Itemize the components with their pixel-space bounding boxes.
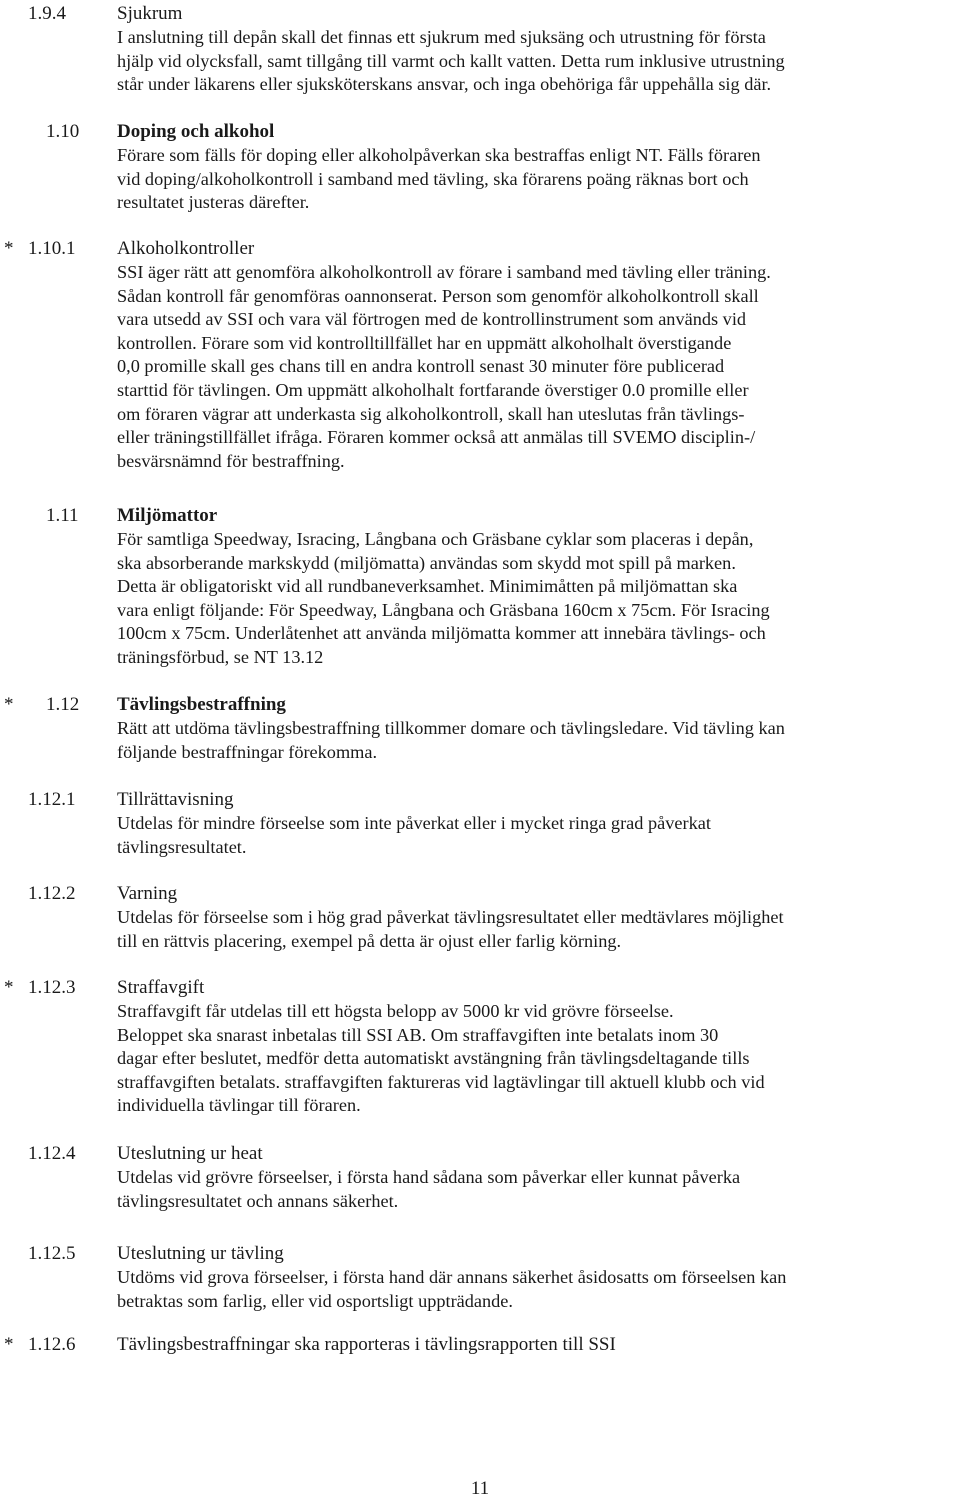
text-line: Sådan kontroll får genomföras oannonserat. Person som genomför alkoholkontroll skall: [117, 285, 759, 306]
text-line: Utdelas vid grövre förseelser, i första hand sådana som påverkar eller kunnat påverka: [117, 1167, 741, 1187]
text-line: Detta är obligatoriskt vid all rundbaneverksamhet. Minimimåtten på miljömattan ska: [117, 576, 738, 597]
section-title: Straffavgift: [117, 977, 205, 998]
text-line: individuella tävlingar till föraren.: [117, 1095, 361, 1116]
section-title: Uteslutning ur tävling: [117, 1243, 284, 1264]
text-line: vara enligt följande: För Speedway, Långbana och Gräsbana 160cm x 75cm. För Isracing: [117, 599, 770, 620]
text-line: straffavgiften betalats. straffavgiften faktureras vid lagtävlingar till aktuell klubb och vid: [117, 1071, 765, 1092]
text-line: Utdelas för mindre förseelse som inte påverkat eller i mycket ringa grad påverkat: [117, 813, 711, 833]
text-line: ska absorberande markskydd (miljömatta) användas som skydd mot spill på marken.: [117, 552, 736, 573]
text-line: träningsförbud, se NT 13.12: [117, 646, 324, 667]
section-title: Sjukrum: [117, 3, 183, 24]
section-number: 1.10.1: [28, 238, 76, 259]
text-line: tävlingsresultatet och annans säkerhet.: [117, 1190, 399, 1211]
section-content: [117, 882, 959, 953]
text-line: dagar efter beslutet, medför detta automatiskt avstängning från tävlingsdeltagande tills: [117, 1048, 750, 1069]
text-line: hjälp vid olycksfall, samt tillgång till varmt och kallt vatten. Detta rum inklusive utrustning: [117, 50, 785, 71]
text-line: vid doping/alkoholkontroll i samband med tävling, ska förarens poäng räknas bort och: [117, 168, 749, 189]
text-line: står under läkarens eller sjuksköterskans ansvar, och inga obehöriga får uppehålla sig där.: [117, 74, 772, 95]
section-content: [117, 976, 959, 1118]
section-title: Tävlingsbestraffningar ska rapporteras i tävlingsrapporten till SSI: [117, 1334, 616, 1355]
text-line: Beloppet ska snarast inbetalas till SSI AB. Om straffavgiften inte betalats inom 30: [117, 1024, 719, 1045]
text-line: kontrollen. Förare som vid kontrolltillfället har en uppmätt alkoholhalt överstigande: [117, 332, 732, 353]
section-number: 1.12: [46, 694, 80, 715]
text-line: om föraren vägrar att underkasta sig alkoholkontroll, skall han uteslutas från tävlings-: [117, 403, 745, 424]
section-title: Tävlingsbestraffning: [117, 694, 286, 715]
text-line: För samtliga Speedway, Isracing, Långbana och Gräsbane cyklar som placeras i depån,: [117, 529, 754, 549]
section-content: [117, 2, 959, 97]
text-line: betraktas som farlig, eller vid osportsligt uppträdande.: [117, 1290, 513, 1311]
text-line: Utdelas för förseelse som i hög grad påverkat tävlingsresultatet eller medtävlares möjlighet: [117, 907, 784, 927]
text-line: besvärsnämnd för bestraffning.: [117, 450, 345, 471]
section-number: 1.9.4: [28, 3, 66, 24]
section-title: Tillrättavisning: [117, 789, 234, 810]
section-number: 1.12.2: [28, 883, 76, 904]
section-title: Alkoholkontroller: [117, 238, 255, 259]
section-content: [117, 1142, 959, 1213]
section-title: Varning: [117, 883, 178, 904]
section-content: [117, 237, 959, 473]
text-line: resultatet justeras därefter.: [117, 192, 310, 213]
section-number: 1.12.4: [28, 1143, 76, 1164]
revision-marker: *: [4, 238, 14, 259]
text-line: Rätt att utdöma tävlingsbestraffning tillkommer domare och tävlingsledare. Vid tävling kan: [117, 718, 785, 738]
text-line: tävlingsresultatet.: [117, 836, 247, 857]
section-number: 1.12.1: [28, 789, 76, 810]
text-line: 0,0 promille skall ges chans till en andra kontroll senast 30 minuter före publicerad: [117, 356, 725, 377]
text-line: vara utsedd av SSI och vara väl förtrogen med de kontrollinstrument som används vid: [117, 309, 747, 330]
section-number: 1.12.6: [28, 1334, 76, 1355]
text-line: följande bestraffningar förekomma.: [117, 741, 378, 762]
text-line: starttid för tävlingen. Om uppmätt alkoholhalt fortfarande överstiger 0.0 promille eller: [117, 379, 749, 400]
section-number: 1.12.5: [28, 1243, 76, 1264]
section-number: 1.11: [46, 505, 79, 526]
revision-marker: *: [4, 694, 14, 715]
text-line: Förare som fälls för doping eller alkoholpåverkan ska bestraffas enligt NT. Fälls föraren: [117, 145, 761, 165]
section-title: Doping och alkohol: [117, 121, 275, 142]
text-line: till en rättvis placering, exempel på detta är ojust eller farlig körning.: [117, 930, 622, 951]
section-number: 1.10: [46, 121, 80, 142]
section-content: [117, 788, 959, 859]
text-line: Utdöms vid grova förseelser, i första hand där annans säkerhet åsidosatts om förseelsen kan: [117, 1267, 787, 1287]
text-line: Straffavgift får utdelas till ett högsta belopp av 5000 kr vid grövre förseelse.: [117, 1001, 674, 1021]
text-line: SSI äger rätt att genomföra alkoholkontroll av förare i samband med tävling eller träning.: [117, 262, 771, 282]
text-line: I anslutning till depån skall det finnas ett sjukrum med sjuksäng och utrustning för första: [117, 27, 766, 47]
section-number: 1.12.3: [28, 977, 76, 998]
section-content: [117, 693, 959, 764]
text-line: eller träningstillfället ifråga. Föraren kommer också att anmälas till SVEMO disciplin-/: [117, 427, 756, 448]
revision-marker: *: [4, 1334, 14, 1355]
section-content: [117, 504, 959, 670]
text-line: 100cm x 75cm. Underlåtenhet att använda miljömatta kommer att innebära tävlings- och: [117, 623, 766, 644]
revision-marker: *: [4, 977, 14, 998]
section-content: [117, 1242, 959, 1313]
section-content: [117, 1333, 959, 1357]
section-content: [117, 120, 959, 215]
section-title: Uteslutning ur heat: [117, 1143, 263, 1164]
page-number: 11: [470, 1478, 490, 1499]
section-title: Miljömattor: [117, 505, 218, 526]
